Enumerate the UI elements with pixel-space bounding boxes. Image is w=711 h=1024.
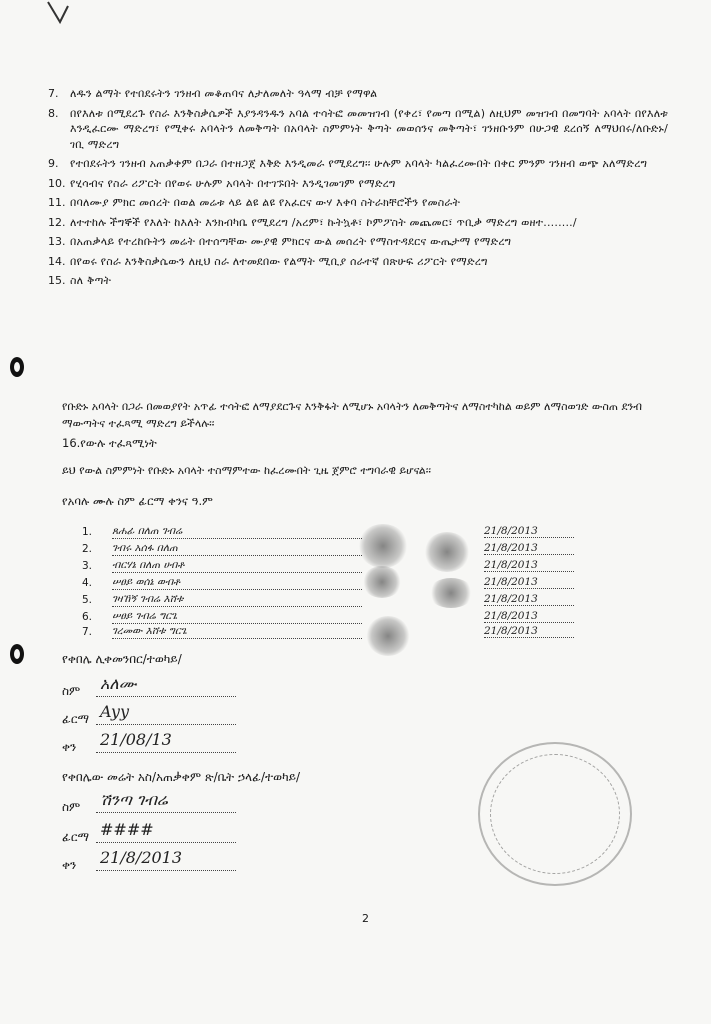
member-date: 21/8/2013 (484, 542, 574, 555)
item-number: 7. (48, 87, 59, 100)
item-text: የሂሳብና የስራ ሪፖርት በየወሩ ሁሉም አባላት በተገኙበት እንዲገመገም የማድረግ (70, 176, 396, 190)
obligation-item (48, 195, 668, 211)
item-text: ለዱን ልማት የተበደሩትን ገንዘብ መቆጠባና ለታለመለት ዓላማ ብቻ የማዋል (70, 87, 378, 100)
member-number: 1. (82, 526, 93, 538)
received-by-title: የቀበሌ ሊቀመንበር/ተወካይ/ (62, 652, 182, 666)
field-line (96, 696, 236, 697)
member-date: 21/8/2013 (484, 525, 574, 538)
member-number: 7. (82, 626, 93, 638)
section-16-paragraph: ይህ የውል ስምምነት የቡድኑ አባላት ተስማምተው ከፈረሙበት ጊዜ ጀምሮ ተግባራዊ ይሆናል፡፡ (62, 464, 431, 477)
signature-field (62, 790, 168, 815)
member-name: ገዛኸኝ ገብሬ እሸቱ (112, 593, 362, 607)
field-value: አለሙ (100, 674, 137, 693)
signature-field (62, 848, 183, 873)
field-label: ቀን (62, 740, 77, 754)
section-16-title: 16.የውሉ ተፈጻሚነት (62, 436, 157, 450)
member-number: 3. (82, 560, 93, 572)
field-label: ፊርማ (62, 830, 90, 844)
land-office-title: የቀበሌው መሬት አስ/አጠቃቀም ጽ/ቤት ኃላፊ/ተወካይ/ (62, 770, 301, 784)
obligation-item (48, 254, 668, 270)
obligation-item (48, 86, 668, 102)
official-seal (478, 742, 632, 886)
punch-hole (10, 357, 24, 377)
field-value: 21/08/13 (100, 730, 172, 749)
item-text: ለተተከሉ ችግኞች የእለት ከእለት እንክብካቤ የሚደረግ /አረም፣ ኩትኳቶ፣ ኮምፖስት መጨመር፣ ጥቢቃ ማድረግ ወዘተ......../ (70, 215, 577, 229)
field-label: ስም (62, 800, 81, 814)
field-label: ቀን (62, 858, 77, 872)
item-text: በየእለቱ በሚደረጉ የስራ እንቅስቃሴዎች እያንዳንዱን አባል ተሳትፎ መመዝገብ (የቀረ፣ የመጣ በሚል) ለዚህም መዝገብ በመግባት አባላት በየእለቱ እንዲፈርሙ ማድረግ፣ የሚቀሩ አባላትን ለመቅጣት በአባላት ስምምነት ቅጣት መወሰንና መቅጣት፣ ገንዘቡንም በሁጋዊ ደረሰኝ ለማህበሩ/ለቡድኑ/ ገቢ ማድረግ (70, 106, 668, 151)
member-name: ብርሃኔ በለጠ ሀብቶ (112, 559, 362, 573)
scan-mark-icon (38, 0, 72, 30)
member-row (72, 594, 572, 609)
member-row (72, 577, 572, 592)
item-number: 8. (48, 106, 59, 120)
field-value: #### (100, 820, 154, 839)
thumbprint-stamp (428, 578, 474, 608)
member-name: ሠፀይ ገብሬ ግርጌ (112, 610, 362, 624)
signature-field (62, 730, 172, 755)
member-row (72, 626, 572, 641)
member-row (72, 526, 572, 541)
member-number: 5. (82, 594, 93, 606)
member-row (72, 611, 572, 626)
field-value: 21/8/2013 (100, 848, 183, 867)
thumbprint-stamp (366, 616, 410, 656)
signature-field (62, 820, 154, 845)
item-number: 13. (48, 235, 66, 248)
item-text: በየወሩ የስራ እንቅስቃሴውን ለዚህ ስራ ለተመደበው የልማት ሚቢያ ሰራተኛ በጽሁፍ ሪፖርት የማድረግ (70, 254, 488, 268)
item-number: 10. (48, 176, 66, 190)
obligation-item (48, 106, 668, 153)
member-date: 21/8/2013 (484, 610, 574, 623)
member-date: 21/8/2013 (484, 559, 574, 572)
member-date: 21/8/2013 (484, 625, 574, 638)
item-text: በባለሙያ ምክር መሰረት በወል መሬቱ ላይ ልዩ ልዩ የአፈርና ውሃ እቀባ ስትራክቸሮችን የመስራት (70, 196, 461, 209)
item-number: 9. (48, 157, 59, 170)
item-text: በአጠቃላይ የተረከቡትን መሬት በተሰጣቸው ሙያዊ ምክርና ውል መሰረት የማስተዳደርና ውጤታማ የማድረግ (70, 235, 512, 248)
members-header: የአባሉ ሙሉ ስም ፊርማ ቀንና ዓ.ም (62, 494, 213, 508)
field-line (96, 752, 236, 753)
field-label: ስም (62, 684, 81, 698)
obligation-item (48, 215, 668, 231)
member-name: ገረመው እሸቱ ግርጌ (112, 625, 362, 639)
obligation-item (48, 156, 668, 172)
member-number: 2. (82, 543, 93, 555)
field-value: ሽንጣ ገብሬ (100, 790, 168, 809)
obligation-item (48, 234, 668, 250)
page-number: 2 (362, 912, 369, 925)
signature-field (62, 674, 137, 699)
member-date: 21/8/2013 (484, 576, 574, 589)
item-number: 11. (48, 196, 66, 209)
item-number: 15. (48, 274, 66, 287)
member-name: ጸሐፊ በለጠ ገብሬ (112, 525, 362, 539)
thumbprint-stamp (424, 532, 470, 572)
field-label: ፊርማ (62, 712, 90, 726)
item-text: የተበደሩትን ገንዘብ አጠቃቀም በጋራ በተዘጋጀ እቅድ እንዲመራ የሚደረግ፡፡ ሁሉም አባላት ካልፈረሙበት በቀር ምንም ገንዘብ ወጭ አለማድረግ (70, 157, 648, 170)
field-line (96, 812, 236, 813)
item-text: ስለ ቅጣት (70, 274, 112, 287)
obligation-item (48, 273, 668, 289)
field-line (96, 842, 236, 843)
thumbprint-stamp (362, 566, 402, 598)
item-number: 14. (48, 254, 66, 268)
member-number: 4. (82, 577, 93, 589)
obligation-item (48, 176, 668, 192)
field-line (96, 870, 236, 871)
member-number: 6. (82, 611, 93, 623)
member-row (72, 560, 572, 575)
penalty-paragraph: የቡድኑ አባላት በጋራ በመወያየት አጥፊ ተሳትፎ ለማያደርጉና እንቅፋት ለሚሆኑ አባላትን ለመቅጣትና ለማስተካከል ወይም ለማስወገድ ውስጠ ደንብ ማውጣትና ተፈጻሚ ማድረግ ይችላሉ፡፡ (62, 400, 642, 430)
thumbprint-stamp (358, 524, 408, 568)
item-number: 12. (48, 215, 66, 229)
field-line (96, 724, 236, 725)
member-name: ሠፀይ ወሰኔ ወብቶ (112, 576, 362, 590)
punch-hole (10, 644, 24, 664)
member-row (72, 543, 572, 558)
member-name: ገብሩ አሰፋ በለጠ (112, 542, 362, 556)
signature-field (62, 702, 129, 727)
member-date: 21/8/2013 (484, 593, 574, 606)
obligations-list (48, 86, 668, 293)
field-value: Ayy (100, 702, 129, 721)
